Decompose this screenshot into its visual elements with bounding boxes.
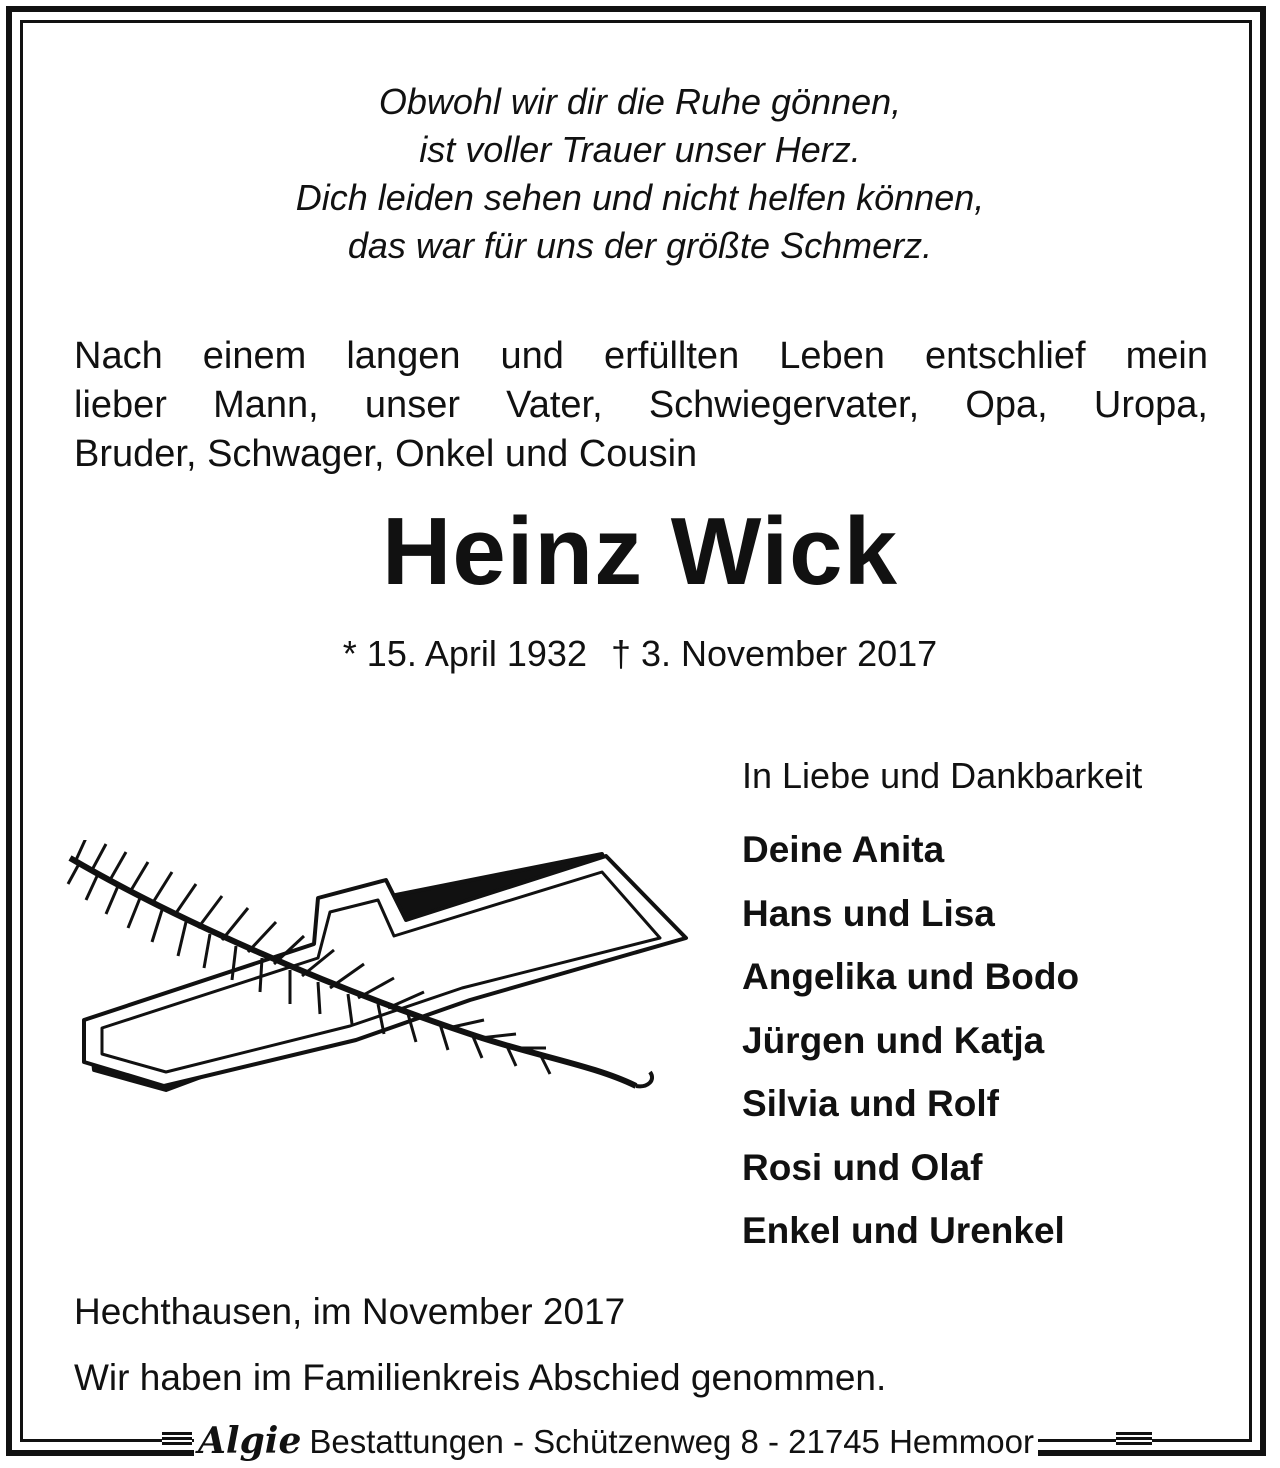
mourners-list xyxy=(742,818,1079,1263)
farewell-note: Wir haben im Familienkreis Abschied genommen. xyxy=(74,1357,887,1398)
poem-line: Dich leiden sehen und nicht helfen können, xyxy=(295,177,985,218)
mourner-name: Enkel und Urenkel xyxy=(742,1210,1065,1251)
poem-line: ist voller Trauer unser Herz. xyxy=(419,129,861,170)
funeral-home-footer xyxy=(24,1420,1252,1462)
intro-line: Bruder, Schwager, Onkel und Cousin xyxy=(74,433,698,475)
poem xyxy=(140,78,1140,270)
funeral-home-address: Bestattungen - Schützenweg 8 - 21745 Hemmoor xyxy=(309,1423,1034,1460)
poem-line: Obwohl wir dir die Ruhe gönnen, xyxy=(378,81,902,122)
mourner-name: Rosi und Olaf xyxy=(742,1146,983,1188)
mourner-name: Angelika und Bodo xyxy=(742,956,1080,997)
footer-text-block xyxy=(194,1420,1038,1462)
intro-line: lieber Mann, unser Vater, Schwiegervater, Opa, Uropa, xyxy=(74,384,1208,426)
mourner-name: Deine Anita xyxy=(742,829,945,870)
deceased-name: Heinz Wick xyxy=(382,498,898,605)
death-date: † 3. November 2017 xyxy=(610,633,938,674)
intro-line: Nach einem langen und erfüllten Leben entschlief mein xyxy=(74,335,1208,377)
footer-rule-left xyxy=(162,1432,192,1446)
mourner-name: Silvia und Rolf xyxy=(742,1083,999,1124)
intro-text xyxy=(74,332,1208,479)
cross-with-palm-frond-icon xyxy=(56,840,706,1100)
life-dates xyxy=(0,630,1280,678)
birth-date: * 15. April 1932 xyxy=(342,633,587,674)
thanks-line: In Liebe und Dankbarkeit xyxy=(742,755,1143,796)
funeral-home-logo: Algie xyxy=(198,1420,302,1462)
mourner-name: Jürgen und Katja xyxy=(742,1019,1045,1061)
mourner-name: Hans und Lisa xyxy=(742,892,995,934)
poem-line: das war für uns der größte Schmerz. xyxy=(347,225,933,266)
footer-rule-right xyxy=(1116,1432,1152,1446)
place-date: Hechthausen, im November 2017 xyxy=(74,1291,626,1332)
